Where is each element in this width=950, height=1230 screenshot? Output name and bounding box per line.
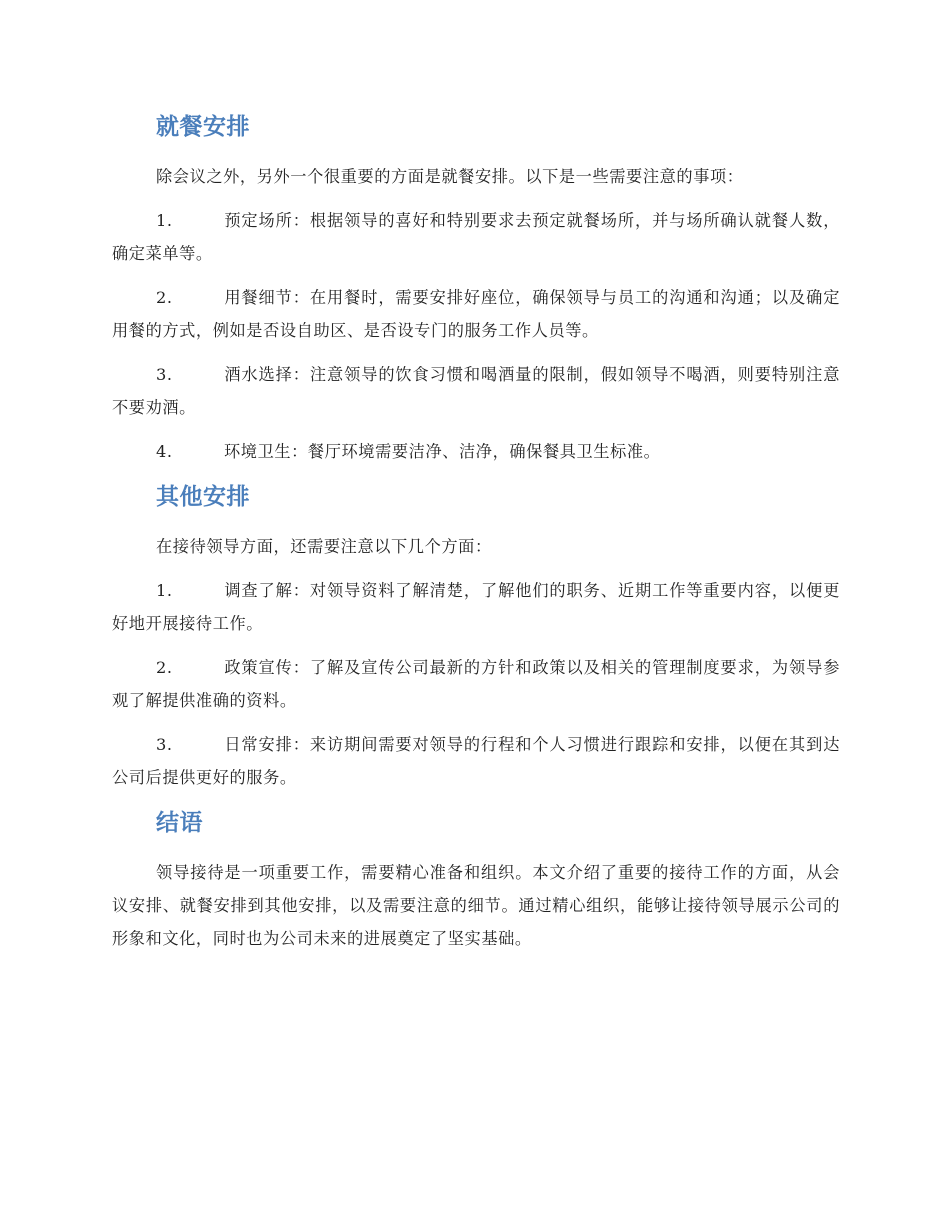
list-item — [112, 204, 840, 270]
list-item-number: 1. — [156, 581, 173, 600]
section-other — [112, 478, 840, 794]
list-item-number: 3. — [156, 365, 173, 384]
document-content — [112, 108, 840, 955]
section-heading: 结语 — [156, 810, 203, 836]
list-item-text: 用餐细节：在用餐时，需要安排好座位，确保领导与员工的沟通和沟通；以及确定用餐的方式，例如是否设自助区、是否设专门的服务工作人员等。 — [112, 288, 840, 340]
section-intro: 在接待领导方面，还需要注意以下几个方面： — [156, 537, 492, 556]
list-item-text: 调查了解：对领导资料了解清楚，了解他们的职务、近期工作等重要内容，以便更好地开展接待工作。 — [112, 581, 840, 633]
list-item — [112, 728, 840, 794]
list-item — [112, 435, 840, 468]
section-dining — [112, 108, 840, 468]
section-body: 领导接待是一项重要工作，需要精心准备和组织。本文介绍了重要的接待工作的方面，从会议安排、就餐安排到其他安排，以及需要注意的细节。通过精心组织，能够让接待领导展示公司的形象和文化，同时也为公司未来的进展奠定了坚实基础。 — [112, 863, 840, 948]
list-item-text: 日常安排：来访期间需要对领导的行程和个人习惯进行跟踪和安排，以便在其到达公司后提供更好的服务。 — [112, 735, 840, 787]
section-heading: 其他安排 — [156, 484, 250, 510]
list-item-number: 3. — [156, 735, 173, 754]
list-item-text: 预定场所：根据领导的喜好和特别要求去预定就餐场所，并与场所确认就餐人数，确定菜单等。 — [112, 211, 840, 263]
list-item-number: 2. — [156, 288, 173, 307]
section-conclusion — [112, 804, 840, 955]
list-item-number: 4. — [156, 442, 173, 461]
list-item-text: 酒水选择：注意领导的饮食习惯和喝酒量的限制，假如领导不喝酒，则要特别注意不要劝酒。 — [112, 365, 840, 417]
list-item — [112, 281, 840, 347]
list-item-text: 政策宣传：了解及宣传公司最新的方针和政策以及相关的管理制度要求，为领导参观了解提供准确的资料。 — [112, 658, 840, 710]
list-item-number: 2. — [156, 658, 173, 677]
list-item-number: 1. — [156, 211, 173, 230]
list-item-text: 环境卫生：餐厅环境需要洁净、洁净，确保餐具卫生标准。 — [224, 442, 661, 461]
section-heading: 就餐安排 — [156, 114, 250, 140]
section-intro: 除会议之外，另外一个很重要的方面是就餐安排。以下是一些需要注意的事项： — [156, 167, 744, 186]
list-item — [112, 358, 840, 424]
list-item — [112, 651, 840, 717]
list-item — [112, 574, 840, 640]
